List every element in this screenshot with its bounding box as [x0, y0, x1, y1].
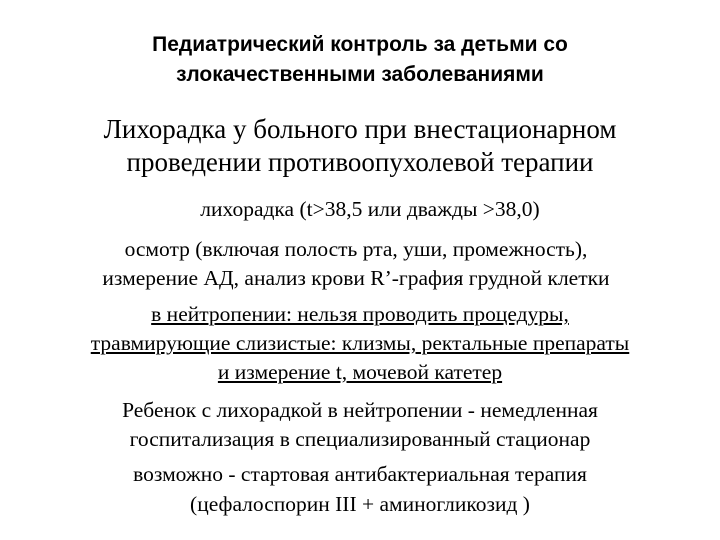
slide-title-line-1: Педиатрический контроль за детьми со — [152, 33, 568, 56]
slide-title-line-2: злокачественными заболеваниями — [176, 63, 544, 86]
slide-subtitle — [0, 113, 720, 179]
antibiotic-line-2: (цефалоспорин III + аминогликозид ) — [190, 492, 530, 516]
hospitalization-line-2: госпитализация в специализированный стационар — [129, 427, 591, 451]
antibiotic-line-1: возможно - стартовая антибактериальная терапия — [133, 462, 587, 486]
neutropenia-warning-text-2: травмирующие слизистые: клизмы, ректальные препараты — [90, 331, 630, 355]
neutropenia-warning-text-1: в нейтропении: нельзя проводить процедуры, — [151, 302, 569, 326]
slide-subtitle-line-1: Лихорадка у больного при внестационарном — [103, 114, 617, 144]
neutropenia-warning-line-1 — [0, 299, 720, 329]
neutropenia-warning-text-3: и измерение t, мочевой катетер — [217, 360, 503, 384]
fever-criteria-line: лихорадка (t>38,5 или дважды >38,0) — [200, 197, 540, 221]
exam-line-2: измерение АД, анализ крови R’-графия грудной клетки — [102, 266, 610, 290]
neutropenia-warning-line-2 — [0, 328, 720, 358]
slide-title — [0, 30, 720, 90]
exam-line-1: осмотр (включая полость рта, уши, промежность), — [124, 237, 588, 261]
hospitalization-line-1: Ребенок с лихорадкой в нейтропении - немедленная — [122, 398, 598, 422]
neutropenia-warning-line-3 — [0, 357, 720, 387]
slide-subtitle-line-2: проведении противоопухолевой терапии — [126, 147, 594, 177]
